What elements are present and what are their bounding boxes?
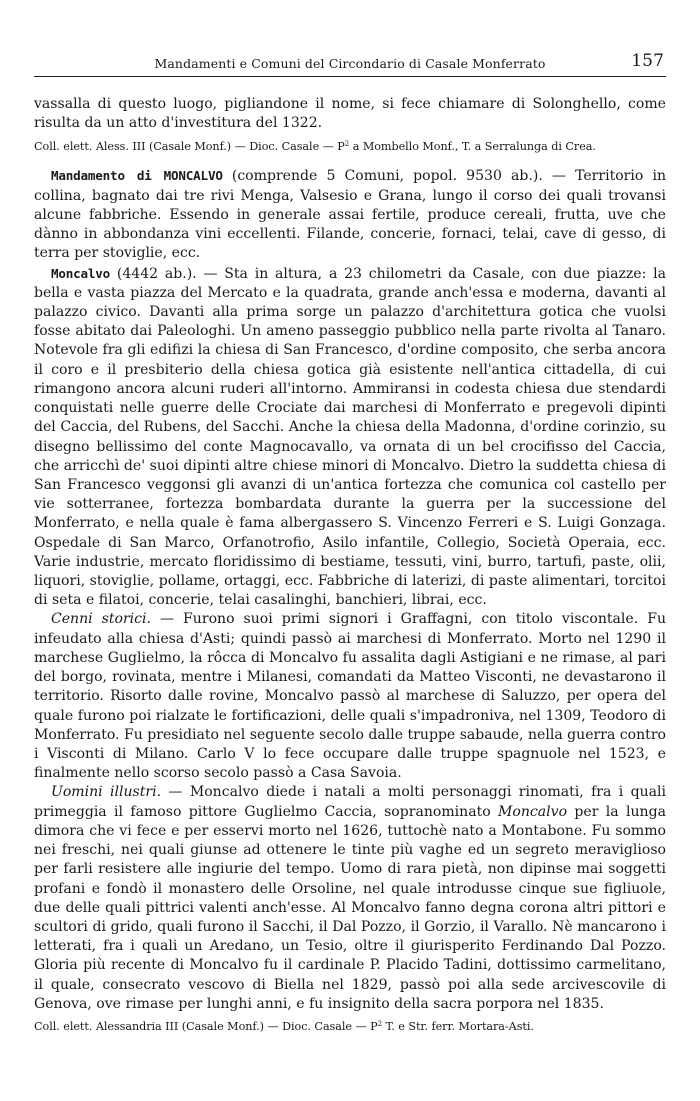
nickname: Moncalvo: [498, 803, 568, 820]
cenni-storici-paragraph: [34, 610, 666, 783]
electoral-note-sup: 2: [344, 140, 350, 149]
mandamento-text: (comprende 5 Comuni, popol. 9530 ab.). — Territorio in collina, bagnato dai tre rivi Menga, Valsesio e Grana, lungo il corso dei quali trovansi alcune fabbriche. Essendo in generale assai fertile, produce cereali, frutta, uve che dànno in abbondanza vini eccellenti. Filande, concerie, fornaci, telai, cave di gesso, di terra per stoviglie, ecc.: [34, 168, 667, 262]
uomini-illustri-heading: Uomini illustri.: [51, 784, 162, 801]
uomini-illustri-text-b: per la lunga dimora che vi fece e per esservi morto nel 1626, tuttochè nato a Montabone. Fu sommo nei freschi, nei quali giunse ad ottenere le tinte più vaghe ed un segreto meraviglioso per farli resistere alle ingiurie del tempo. Uomo di rara pietà, non dipinse mai soggetti profani e fondò il monastero delle Orsoline, nel quale introdusse cinque sue figliuole, due delle quali pittrici valenti anch'esse. Al Moncalvo fanno degna corona altri pittori e scultori di grido, quali furono il Sacchi, il Dal Pozzo, il Gorzio, il Varallo. Nè mancarono i letterati, fra i quali un Aredano, un Tesio, oltre il giurisperito Ferdinando Dal Pozzo. Gloria più recente di Moncalvo fu il cardinale P. Placido Tadini, dottissimo carmelitano, il quale, consecrato vescovo di Biella nel 1829, passò poi alla sede arcivescovile di Genova, ove rimase per lunghi anni, e fu insignito della sacra porpora nel 1835.: [34, 803, 666, 1012]
uomini-illustri-paragraph: [34, 783, 666, 1014]
moncalvo-heading: Moncalvo: [51, 265, 111, 281]
footer-note-sup: 2: [377, 1020, 383, 1029]
mandamento-heading: Mandamento di MONCALVO: [51, 168, 223, 184]
cenni-storici-text: — Furono suoi primi signori i Graffagni, con titolo viscontale. Fu infeudato alla chiesa d'Asti; quindi passò ai marchesi di Monferrato. Morto nel 1290 il marchese Guglielmo, la rôcca di Moncalvo fu assalita dagli Astigiani e ne rimase, al pari del borgo, rovinata, mentre i Milanesi, comandati da Matteo Visconti, ne devastarono il territorio. Risorto dalle rovine, Moncalvo passò al marchese di Saluzzo, per opera del quale furono poi rialzate le fortificazioni, delle quali s'impadroniva, nel 1309, Teodoro di Monferrato. Fu presidiato nel seguente secolo dalle truppe sabaude, nella guerra contro i Visconti di Milano. Carlo V lo fece occupare dalle truppe spagnuole nel 1523, e finalmente nello scorso secolo passò a Casa Savoia.: [34, 611, 666, 782]
page-body: [34, 95, 666, 1034]
cenni-storici-heading: Cenni storici.: [51, 611, 151, 628]
moncalvo-text: (4442 ab.). — Sta in altura, a 23 chilometri da Casale, con due piazze: la bella e vasta piazza del Mercato e la quadrata, grande anch'essa e moderna, davanti al palazzo civico. Davanti alla prima sorge un palazzo d'architettura gotica che vuolsi fosse abitato dai Paleologhi. Un ameno passeggio pubblico nella parte rivolta al Tanaro. Notevole fra gli edifizi la chiesa di San Francesco, d'ordine composito, che serba ancora il coro e il presbiterio della chiesa gotica già esistente nell'antica cittadella, di cui rimangono ancora alcuni ruderi all'intorno. Ammiransi in codesta chiesa due stendardi conquistati nelle guerre delle Crociate dai marchesi di Monferrato e pregevoli dipinti del Caccia, del Rubens, del Sacchi. Anche la chiesa della Madonna, d'ordine corinzio, su disegno bellissimo del conte Magnocavallo, va ornata di un bel crocifisso del Caccia, che arricchì de' suoi dipinti altre chiese minori di Moncalvo. Dietro la suddetta chiesa di San Francesco veggonsi gli avanzi di un'antica fortezza che comunica col castello per vie sotterranee, fortezza bombardata durante la guerra per la successione del Monferrato, e nella quale è fama albergassero S. Vincenzo Ferreri e S. Luigi Gonzaga. Ospedale di San Marco, Orfanotrofio, Asilo infantile, Collegio, Società Operaia, ecc. Varie industrie, mercato floridissimo di bestiame, tessuti, vini, burro, tartufi, paste, olii, liquori, stoviglie, pollame, ortaggi, ecc. Fabbriche di laterizi, di paste alimentari, torcitoi di seta e filatoi, concerie, telai casalinghi, banchieri, librai, ecc.: [34, 265, 666, 609]
uomini-illustri-text-a: — Moncalvo diede i natali a molti personaggi rinomati, fra i quali primeggia il famoso pittore Guglielmo Caccia, sopranominato: [34, 784, 666, 820]
electoral-note-text-b: a Mombello Monf., T. a Serralunga di Crea.: [349, 140, 596, 154]
page-number: 157: [631, 51, 664, 71]
footer-note-text-a: Coll. elett. Alessandria III (Casale Monf.) — Dioc. Casale — P: [34, 1020, 378, 1034]
running-title: Mandamenti e Comuni del Circondario di Casale Monferrato: [154, 56, 546, 71]
footer-note: [34, 1019, 666, 1034]
continuation-paragraph: vassalla di questo luogo, pigliandone il nome, si fece chiamare di Solonghello, come risulta da un atto d'investitura del 1322.: [34, 96, 666, 132]
page: [34, 50, 666, 1034]
running-header: [34, 50, 666, 77]
mandamento-paragraph: [34, 166, 666, 263]
moncalvo-paragraph: [34, 264, 666, 611]
electoral-note-text-a: Coll. elett. Aless. III (Casale Monf.) — Dioc. Casale — P: [34, 140, 345, 154]
electoral-note: [34, 139, 666, 154]
footer-note-text-b: T. e Str. ferr. Mortara-Asti.: [382, 1020, 534, 1034]
